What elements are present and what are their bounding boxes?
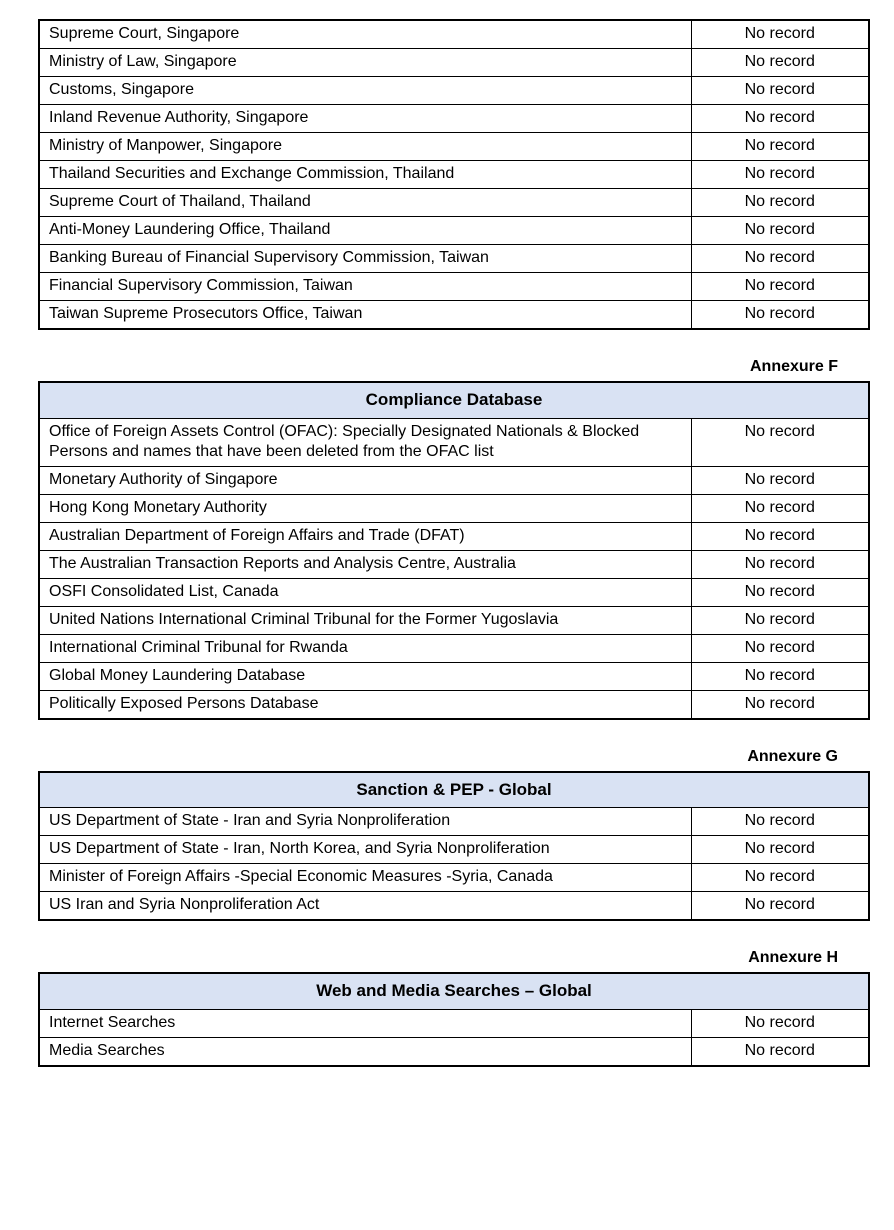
table-row	[39, 1009, 869, 1037]
screening-sources-table-continued	[38, 19, 870, 330]
web-media-searches-table-body	[39, 1009, 869, 1066]
table-row	[39, 189, 869, 217]
search-result-cell: No record	[691, 662, 869, 690]
table-row	[39, 301, 869, 330]
table-header-row	[39, 382, 869, 418]
search-result-cell: No record	[691, 301, 869, 330]
source-name-cell: Ministry of Law, Singapore	[39, 49, 691, 77]
source-name-cell: US Department of State - Iran, North Korea, and Syria Nonproliferation	[39, 836, 691, 864]
source-name-cell: International Criminal Tribunal for Rwanda	[39, 634, 691, 662]
table-row	[39, 49, 869, 77]
search-result-cell: No record	[691, 808, 869, 836]
source-name-cell: Hong Kong Monetary Authority	[39, 494, 691, 522]
search-result-cell: No record	[691, 133, 869, 161]
annexure-label-g: Annexure G	[747, 747, 838, 765]
source-name-cell: Taiwan Supreme Prosecutors Office, Taiwan	[39, 301, 691, 330]
search-result-cell: No record	[691, 77, 869, 105]
table-row	[39, 245, 869, 273]
table-row	[39, 522, 869, 550]
source-name-cell: Financial Supervisory Commission, Taiwan	[39, 273, 691, 301]
table-row	[39, 864, 869, 892]
sanction-pep-global-table-body	[39, 808, 869, 921]
table-row	[39, 133, 869, 161]
table-row	[39, 578, 869, 606]
source-name-cell: Banking Bureau of Financial Supervisory Commission, Taiwan	[39, 245, 691, 273]
table-title-compliance-database: Compliance Database	[39, 382, 869, 418]
search-result-cell: No record	[691, 466, 869, 494]
source-name-cell: Global Money Laundering Database	[39, 662, 691, 690]
search-result-cell: No record	[691, 836, 869, 864]
search-result-cell: No record	[691, 20, 869, 49]
search-result-cell: No record	[691, 418, 869, 466]
table-row	[39, 550, 869, 578]
search-result-cell: No record	[691, 578, 869, 606]
table-row	[39, 808, 869, 836]
web-media-searches-table	[38, 972, 870, 1067]
source-name-cell: Politically Exposed Persons Database	[39, 690, 691, 719]
source-name-cell: Australian Department of Foreign Affairs and Trade (DFAT)	[39, 522, 691, 550]
table-row	[39, 217, 869, 245]
table-header-row	[39, 772, 869, 808]
search-result-cell: No record	[691, 522, 869, 550]
search-result-cell: No record	[691, 1009, 869, 1037]
table-row	[39, 273, 869, 301]
table-row	[39, 418, 869, 466]
source-name-cell: Customs, Singapore	[39, 77, 691, 105]
source-name-cell: US Iran and Syria Nonproliferation Act	[39, 892, 691, 921]
search-result-cell: No record	[691, 606, 869, 634]
table-row	[39, 105, 869, 133]
table-row	[39, 606, 869, 634]
search-result-cell: No record	[691, 217, 869, 245]
table-header-row	[39, 973, 869, 1009]
source-name-cell: Supreme Court of Thailand, Thailand	[39, 189, 691, 217]
search-result-cell: No record	[691, 161, 869, 189]
search-result-cell: No record	[691, 892, 869, 921]
search-result-cell: No record	[691, 105, 869, 133]
source-name-cell: United Nations International Criminal Tribunal for the Former Yugoslavia	[39, 606, 691, 634]
source-name-cell: Inland Revenue Authority, Singapore	[39, 105, 691, 133]
table-row	[39, 161, 869, 189]
table-title-web-media-searches: Web and Media Searches – Global	[39, 973, 869, 1009]
search-result-cell: No record	[691, 550, 869, 578]
table-row	[39, 20, 869, 49]
table-row	[39, 494, 869, 522]
search-result-cell: No record	[691, 49, 869, 77]
sanction-pep-global-table	[38, 771, 870, 922]
search-result-cell: No record	[691, 634, 869, 662]
source-name-cell: OSFI Consolidated List, Canada	[39, 578, 691, 606]
source-name-cell: Ministry of Manpower, Singapore	[39, 133, 691, 161]
source-name-cell: Supreme Court, Singapore	[39, 20, 691, 49]
table-row	[39, 892, 869, 921]
source-name-cell: Thailand Securities and Exchange Commission, Thailand	[39, 161, 691, 189]
compliance-database-table	[38, 381, 870, 720]
search-result-cell: No record	[691, 189, 869, 217]
table-row	[39, 690, 869, 719]
table-title-sanction-pep-global: Sanction & PEP - Global	[39, 772, 869, 808]
search-result-cell: No record	[691, 273, 869, 301]
table-row	[39, 1037, 869, 1066]
source-name-cell: The Australian Transaction Reports and Analysis Centre, Australia	[39, 550, 691, 578]
search-result-cell: No record	[691, 245, 869, 273]
search-result-cell: No record	[691, 494, 869, 522]
table-row	[39, 466, 869, 494]
source-name-cell: Office of Foreign Assets Control (OFAC): Specially Designated Nationals & Blocked Persons and names that have been deleted from the OFAC list	[39, 418, 691, 466]
compliance-database-table-body	[39, 418, 869, 719]
search-result-cell: No record	[691, 1037, 869, 1066]
search-result-cell: No record	[691, 864, 869, 892]
search-result-cell: No record	[691, 690, 869, 719]
table-row	[39, 662, 869, 690]
screening-sources-table-body	[39, 20, 869, 329]
table-row	[39, 836, 869, 864]
annexure-label-f: Annexure F	[749, 358, 838, 375]
source-name-cell: US Department of State - Iran and Syria Nonproliferation	[39, 808, 691, 836]
table-row	[39, 77, 869, 105]
source-name-cell: Media Searches	[39, 1037, 691, 1066]
source-name-cell: Internet Searches	[39, 1009, 691, 1037]
annexure-label-h: Annexure H	[748, 949, 838, 966]
table-row	[39, 634, 869, 662]
source-name-cell: Anti-Money Laundering Office, Thailand	[39, 217, 691, 245]
source-name-cell: Minister of Foreign Affairs -Special Economic Measures -Syria, Canada	[39, 864, 691, 892]
source-name-cell: Monetary Authority of Singapore	[39, 466, 691, 494]
